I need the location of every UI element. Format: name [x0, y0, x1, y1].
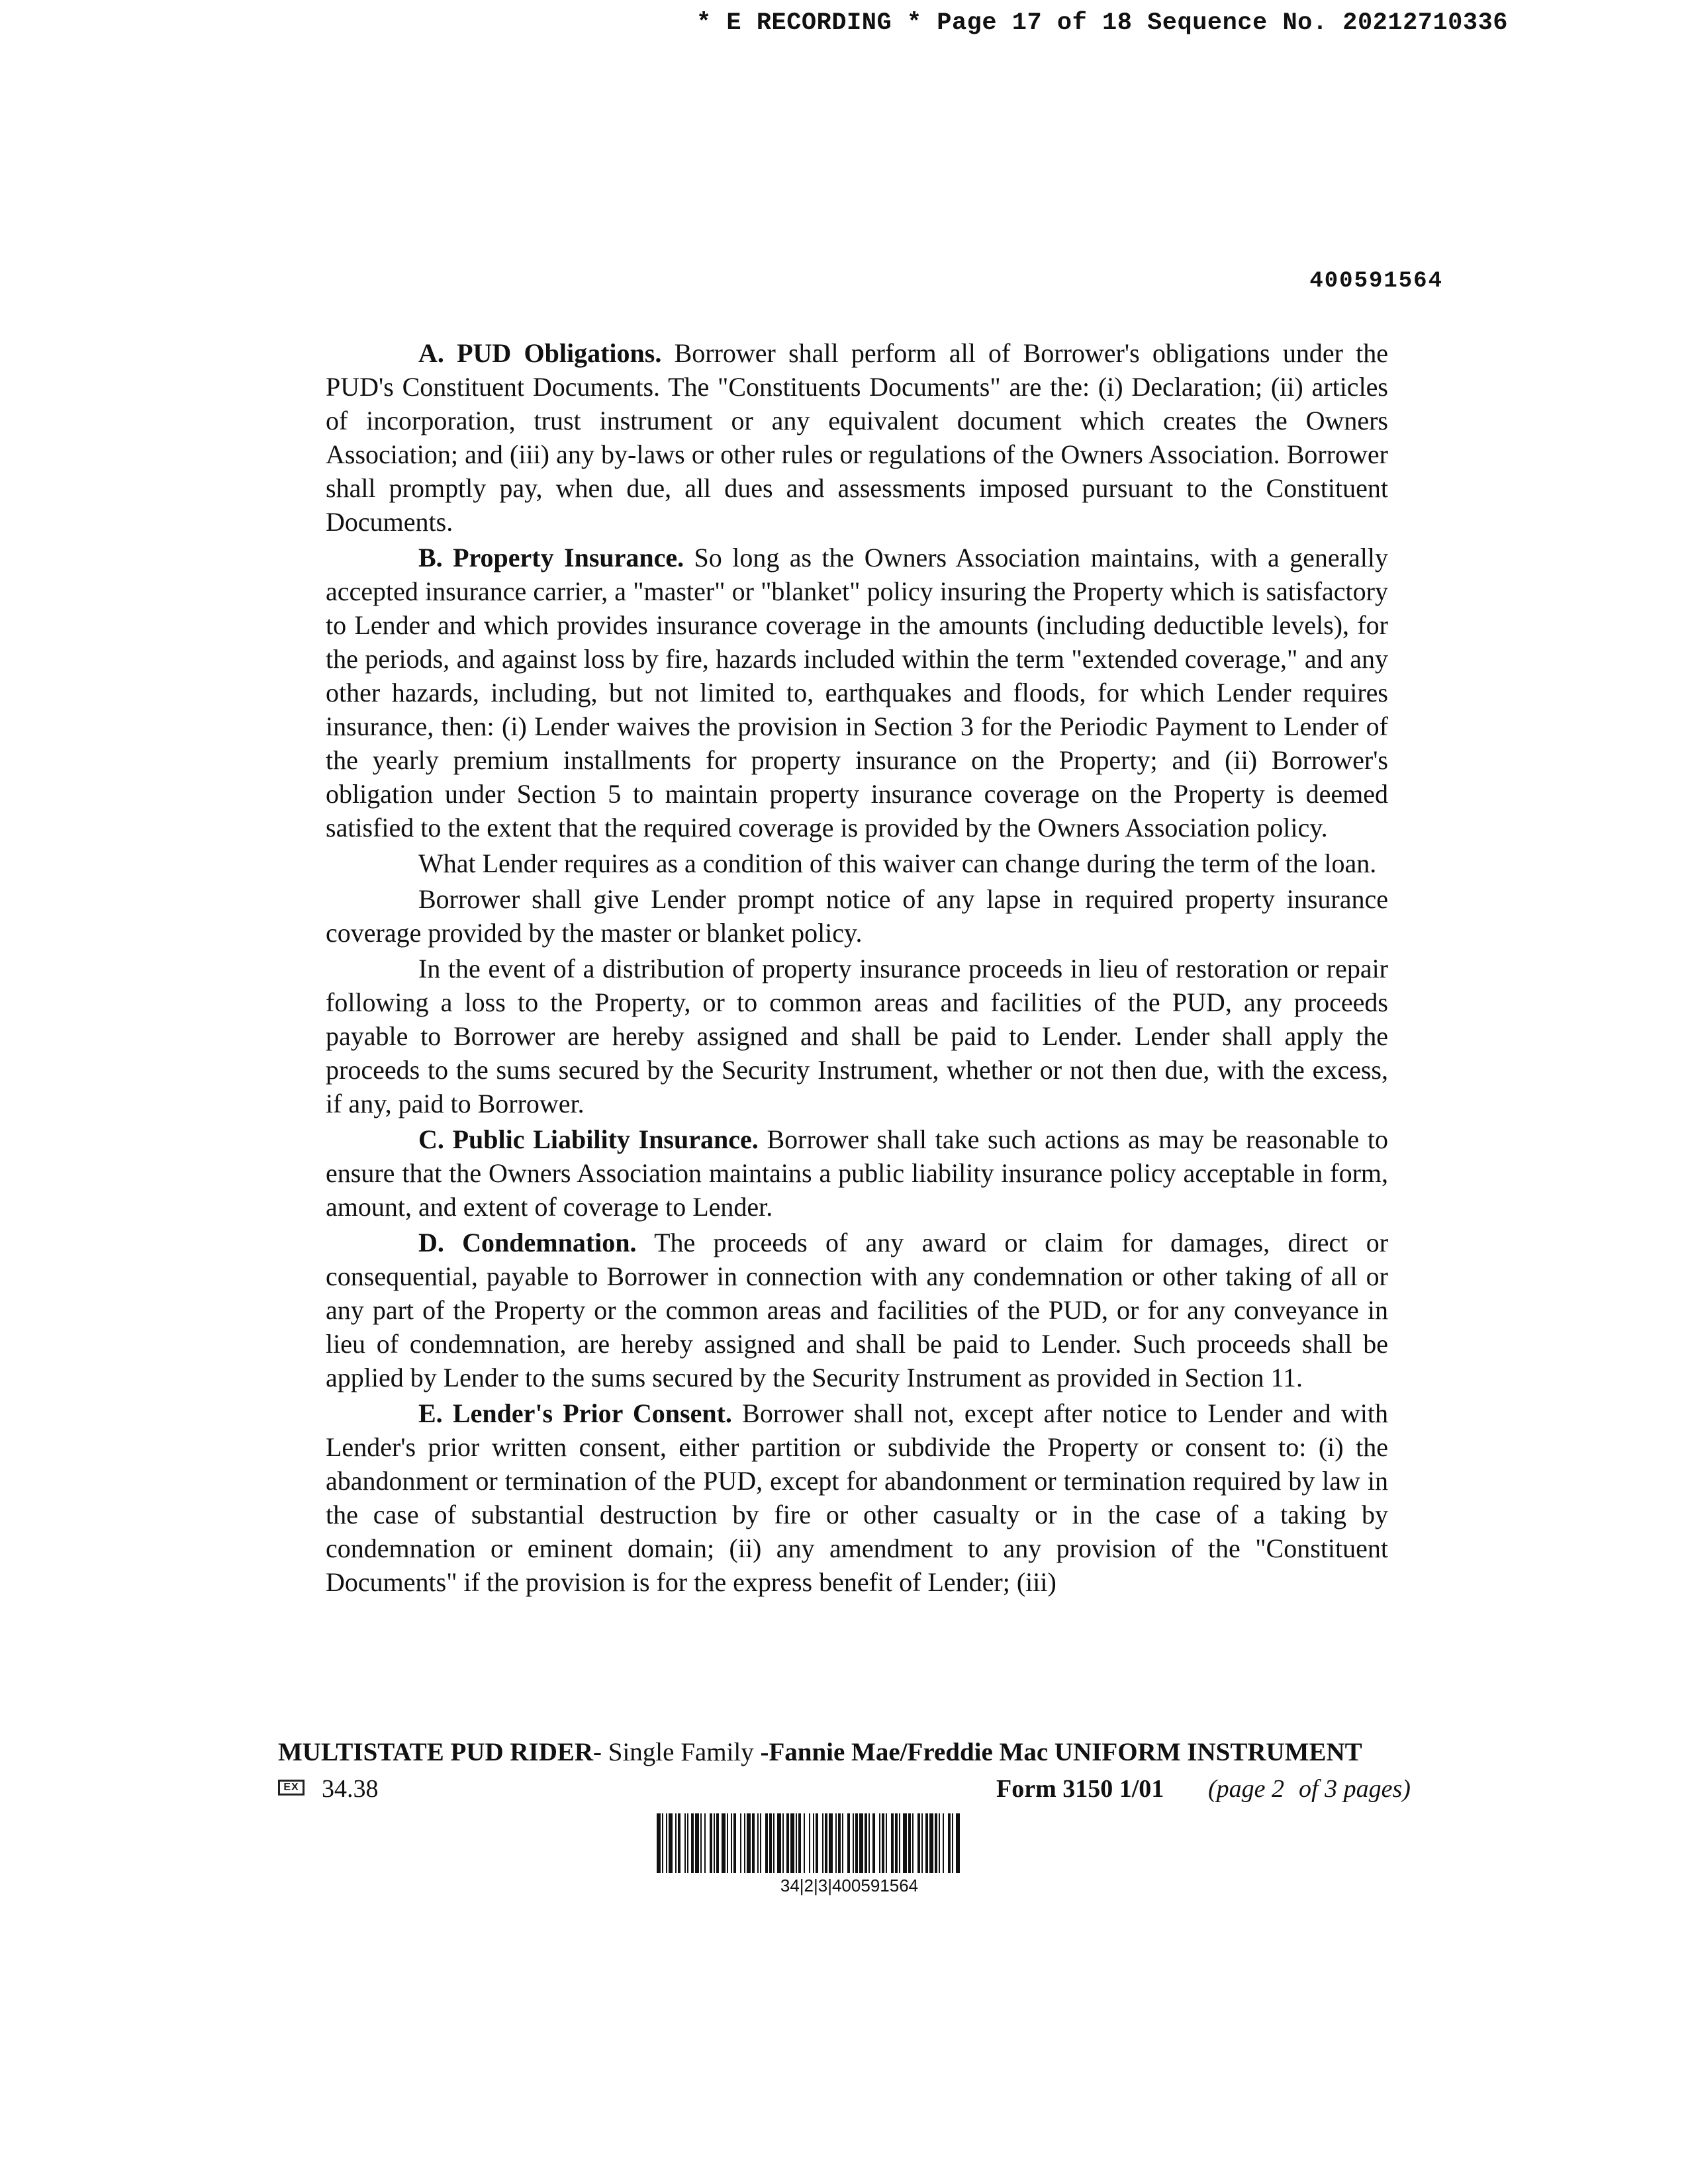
- paragraph-waiver: [326, 846, 1388, 880]
- section-text: Borrower shall take such actions as may be reasonable to ensure that the Owners Association maintains a public liability insurance policy acceptable in form, amount, and extent of coverage to Lender.: [326, 1124, 1389, 1222]
- section-heading: E. Lender's Prior Consent.: [418, 1398, 732, 1428]
- barcode-bar: [678, 1813, 680, 1873]
- barcode-bar: [835, 1813, 837, 1873]
- barcode-bar: [939, 1813, 940, 1873]
- barcode-bar: [822, 1813, 823, 1873]
- barcode-bar: [842, 1813, 843, 1873]
- section-pud-obligations: [326, 336, 1388, 539]
- barcode-bar: [912, 1813, 914, 1873]
- section-text: Borrower shall perform all of Borrower's obligations under the PUD's Constituent Documents. The "Constituents Documents" are the: (i) Declaration; (ii) articles of incorporation, trust instrument or any equivalent document which creates the Owners Association; and (iii) any by-laws or other rules or regulations of the Owners Association. Borrower shall promptly pay, when due, all dues and assessments imposed pursuant to the Constituent Documents.: [326, 338, 1388, 537]
- barcode-bar: [714, 1813, 715, 1873]
- barcode-bar: [687, 1813, 688, 1873]
- page-total: of 3 pages): [1299, 1775, 1411, 1803]
- barcode-bar: [675, 1813, 677, 1873]
- barcode-bar: [903, 1813, 907, 1873]
- barcode-bar: [669, 1813, 673, 1873]
- section-heading: C. Public Liability Insurance.: [418, 1124, 759, 1154]
- section-text: Borrower shall not, except after notice to Lender and with Lender's prior written consent, either partition or subdivide the Property or consent to: (i) the abandonment or termination of the PUD, except for abandonment or termination required by law in the case of substantial destruction by fire or other casualty or in the case of a taking by condemnation or eminent domain; (ii) any amendment to any provision of the "Constituent Documents" if the provision is for the express benefit of Lender; (iii): [326, 1398, 1388, 1597]
- form-code: 34.38: [322, 1775, 379, 1803]
- barcode-bar: [657, 1813, 661, 1873]
- recording-header: * E RECORDING * Page 17 of 18 Sequence No. 20212710336: [696, 9, 1508, 37]
- barcode-bar: [813, 1813, 814, 1873]
- barcode-bar: [929, 1813, 933, 1873]
- barcode-bar: [790, 1813, 794, 1873]
- section-text: What Lender requires as a condition of this waiver can change during the term of the loan.: [418, 848, 1377, 878]
- barcode-bar: [825, 1813, 827, 1873]
- barcode-bar: [952, 1813, 953, 1873]
- barcode-bar: [773, 1813, 774, 1873]
- barcode-bar: [948, 1813, 951, 1873]
- barcode-bar: [757, 1813, 759, 1873]
- barcode-bar: [740, 1813, 741, 1873]
- barcode-bar: [684, 1813, 686, 1873]
- barcode-bar: [769, 1813, 772, 1873]
- barcode-bar: [804, 1813, 805, 1873]
- barcode-bar: [956, 1813, 960, 1873]
- loan-number: 400591564: [1309, 269, 1443, 294]
- section-prior-consent: [326, 1396, 1388, 1599]
- barcode-bar: [798, 1813, 801, 1873]
- barcode-bar: [872, 1813, 875, 1873]
- barcode-bar: [727, 1813, 728, 1873]
- form-number: Form 3150 1/01: [996, 1775, 1164, 1803]
- barcode-bar: [777, 1813, 781, 1873]
- barcode-bar: [838, 1813, 841, 1873]
- section-condemnation: [326, 1226, 1388, 1394]
- barcode-bar: [917, 1813, 920, 1873]
- paragraph-lapse-notice: [326, 882, 1388, 950]
- barcode-bar: [691, 1813, 694, 1873]
- barcode-bar: [722, 1813, 726, 1873]
- barcode-bar: [710, 1813, 712, 1873]
- form-info-row: [278, 1774, 1436, 1807]
- paragraph-distribution: [326, 952, 1388, 1120]
- barcode-bar: [882, 1813, 884, 1873]
- barcode-bar: [891, 1813, 894, 1873]
- barcode-bar: [895, 1813, 898, 1873]
- barcode-bar: [662, 1813, 663, 1873]
- barcode-bar: [716, 1813, 719, 1873]
- barcode-bar: [747, 1813, 751, 1873]
- barcode-bar: [765, 1813, 768, 1873]
- section-heading: D. Condemnation.: [418, 1228, 637, 1257]
- section-heading: A. PUD Obligations.: [418, 338, 662, 368]
- barcode-bar: [865, 1813, 867, 1873]
- barcode-bar: [816, 1813, 818, 1873]
- barcode-bar: [921, 1813, 923, 1873]
- barcode-bar: [782, 1813, 784, 1873]
- barcode-bar: [943, 1813, 944, 1873]
- form-title-part: MULTISTATE PUD RIDER: [278, 1738, 594, 1766]
- barcode-bar: [886, 1813, 887, 1873]
- barcode-bar: [908, 1813, 911, 1873]
- section-text: So long as the Owners Association maintains, with a generally accepted insurance carrier, a "master" or "blanket" policy insuring the Property which is satisfactory to Lender and which provides insurance coverage in the amounts (including deductible levels), for the periods, and against loss by fire, hazards included within the term "extended coverage," and any other hazards, including, but not limited to, earthquakes and floods, for which Lender requires insurance, then: (i) Lender waives the provision in Section 3 for the Periodic Payment to Lender of the yearly premium installments for property insurance on the Property; and (ii) Borrower's obligation under Section 5 to maintain property insurance coverage on the Property is deemed satisfied to the extent that the required coverage is provided by the Owners Association policy.: [326, 543, 1388, 842]
- barcode-bar: [853, 1813, 854, 1873]
- form-title-part: - Single Family: [593, 1738, 761, 1766]
- page-number: (page 2: [1208, 1775, 1285, 1803]
- section-text: The proceeds of any award or claim for damages, direct or consequential, payable to Borrower in connection with any condemnation or other taking of all or any part of the Property or the common areas and facilities of the PUD, or for any conveyance in lieu of condemnation, are hereby assigned and shall be paid to Lender. Such proceeds shall be applied by Lender to the sums secured by the Security Instrument as provided in Section 11.: [326, 1228, 1389, 1392]
- barcode-bar: [829, 1813, 833, 1873]
- barcode-bar: [733, 1813, 736, 1873]
- page-indicator: [1208, 1774, 1411, 1803]
- barcode-bar: [859, 1813, 863, 1873]
- barcode-bar: [695, 1813, 699, 1873]
- form-logo-icon: EX: [278, 1780, 305, 1796]
- barcode-bar: [744, 1813, 745, 1873]
- barcode-bar: [731, 1813, 732, 1873]
- barcode-number: 34|2|3|400591564: [780, 1876, 919, 1895]
- barcode-bar: [847, 1813, 850, 1873]
- section-text: Borrower shall give Lender prompt notice of any lapse in required property insurance coverage provided by the master or blanket policy.: [326, 884, 1388, 948]
- barcode-bar: [868, 1813, 870, 1873]
- barcode-bar: [752, 1813, 755, 1873]
- barcode-bar: [879, 1813, 880, 1873]
- barcode-bar: [899, 1813, 900, 1873]
- barcode-bar: [809, 1813, 810, 1873]
- barcode-icon: [657, 1813, 1042, 1873]
- barcode-bar: [760, 1813, 761, 1873]
- section-text: In the event of a distribution of property insurance proceeds in lieu of restoration or repair following a loss to the Property, or to common areas and facilities of the PUD, any proceeds payable to Borrower are hereby assigned and shall be paid to Lender. Lender shall apply the proceeds to the sums secured by the Security Instrument, whether or not then due, with the excess, if any, paid to Borrower.: [326, 954, 1388, 1118]
- section-public-liability: [326, 1122, 1388, 1224]
- barcode-bar: [700, 1813, 702, 1873]
- barcode-bar: [786, 1813, 789, 1873]
- barcode-bar: [666, 1813, 667, 1873]
- barcode-bar: [925, 1813, 928, 1873]
- barcode-bar: [935, 1813, 937, 1873]
- form-title: [278, 1737, 1390, 1767]
- barcode-bar: [855, 1813, 858, 1873]
- form-title-part: -Fannie Mae/Freddie Mac UNIFORM INSTRUMENT: [760, 1738, 1362, 1766]
- section-heading: B. Property Insurance.: [418, 543, 684, 572]
- barcode-bar: [704, 1813, 706, 1873]
- document-body: [326, 336, 1388, 1601]
- section-property-insurance: [326, 541, 1388, 844]
- barcode-bar: [796, 1813, 797, 1873]
